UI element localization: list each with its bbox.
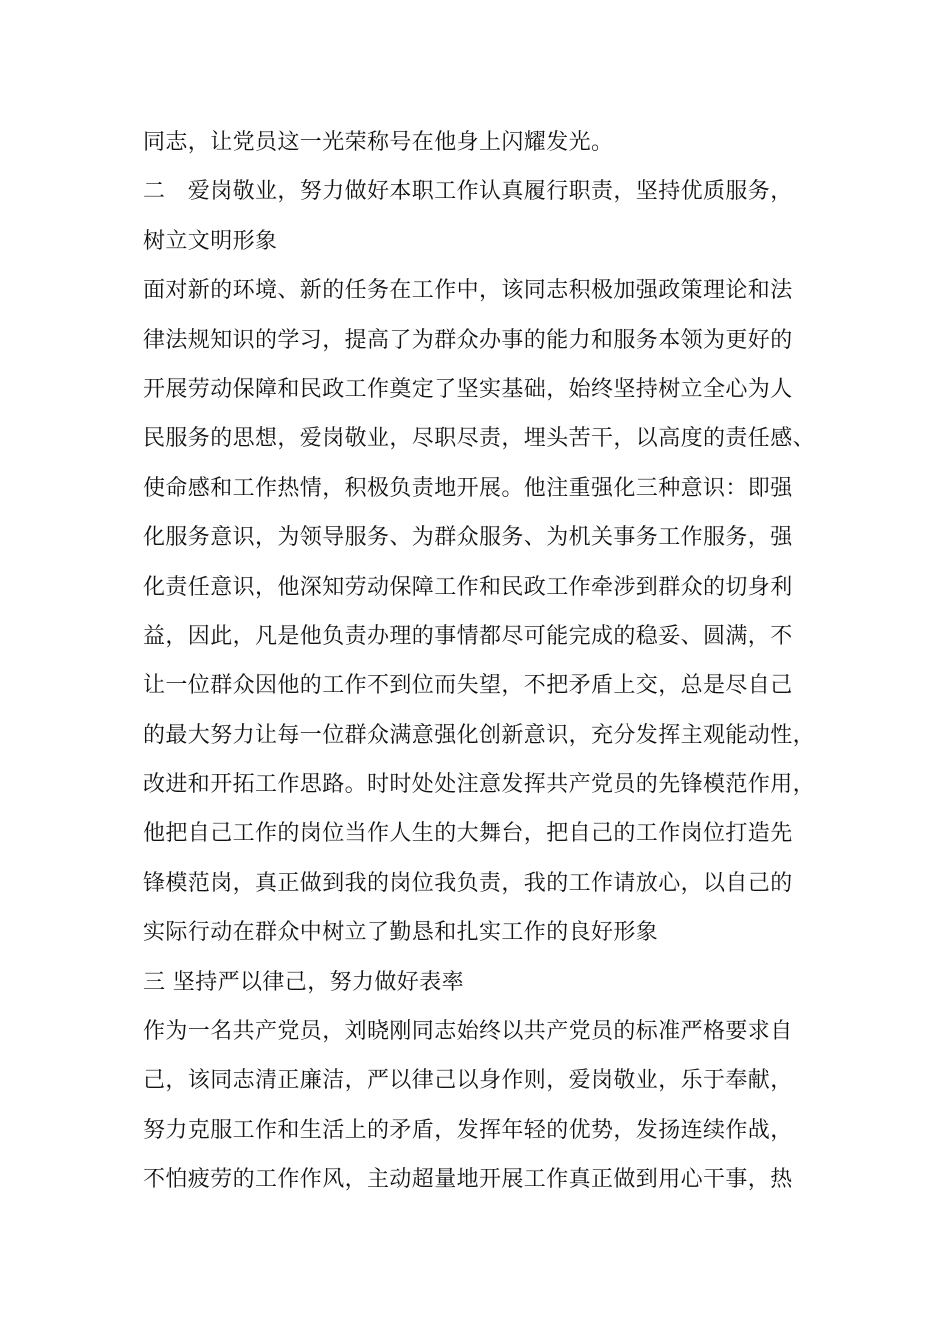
section-heading-2-continued: 树立文明形象 (143, 228, 278, 254)
text-line: 的最大努力让每一位群众满意强化创新意识，充分发挥主观能动性， (143, 722, 816, 748)
text-line: 律法规知识的学习，提高了为群众办事的能力和服务本领为更好的 (143, 327, 793, 353)
text-line: 锋模范岗，真正做到我的岗位我负责，我的工作请放心，以自己的 (143, 870, 793, 896)
text-line: 化服务意识，为领导服务、为群众服务、为机关事务工作服务，强 (143, 525, 793, 551)
document-body (143, 118, 833, 1205)
text-line: 化责任意识，他深知劳动保障工作和民政工作牵涉到群众的切身利 (143, 574, 793, 600)
text-line: 他把自己工作的岗位当作人生的大舞台，把自己的工作岗位打造先 (143, 821, 793, 847)
text-line: 作为一名共产党员，刘晓刚同志始终以共产党员的标准严格要求自 (143, 1019, 793, 1045)
text-line: 己，该同志清正廉洁，严以律己以身作则，爱岗敬业，乐于奉献， (143, 1068, 793, 1094)
text-line: 让一位群众因他的工作不到位而失望，不把矛盾上交，总是尽自己 (143, 673, 793, 699)
text-line: 不怕疲劳的工作作风，主动超量地开展工作真正做到用心干事，热 (143, 1167, 793, 1193)
text-line: 益，因此，凡是他负责办理的事情都尽可能完成的稳妥、圆满，不 (143, 623, 793, 649)
text-line: 同志，让党员这一光荣称号在他身上闪耀发光。 (143, 130, 614, 155)
section-heading-3: 三 坚持严以律己，努力做好表率 (143, 969, 464, 995)
text-line: 努力克服工作和生活上的矛盾，发挥年轻的优势，发扬连续作战， (143, 1117, 793, 1143)
text-line: 面对新的环境、新的任务在工作中，该同志积极加强政策理论和法 (143, 278, 793, 304)
text-line: 实际行动在群众中树立了勤恳和扎实工作的良好形象 (143, 920, 659, 946)
text-line: 开展劳动保障和民政工作奠定了坚实基础，始终坚持树立全心为人 (143, 376, 793, 402)
text-line: 改进和开拓工作思路。时时处处注意发挥共产党员的先锋模范作用， (143, 772, 816, 798)
section-heading-2: 二 爱岗敬业，努力做好本职工作认真履行职责，坚持优质服务， (143, 179, 793, 205)
text-line: 使命感和工作热情，积极负责地开展。他注重强化三种意识：即强 (143, 475, 793, 501)
text-line: 民服务的思想，爱岗敬业，尽职尽责，埋头苦干，以高度的责任感、 (143, 426, 816, 452)
